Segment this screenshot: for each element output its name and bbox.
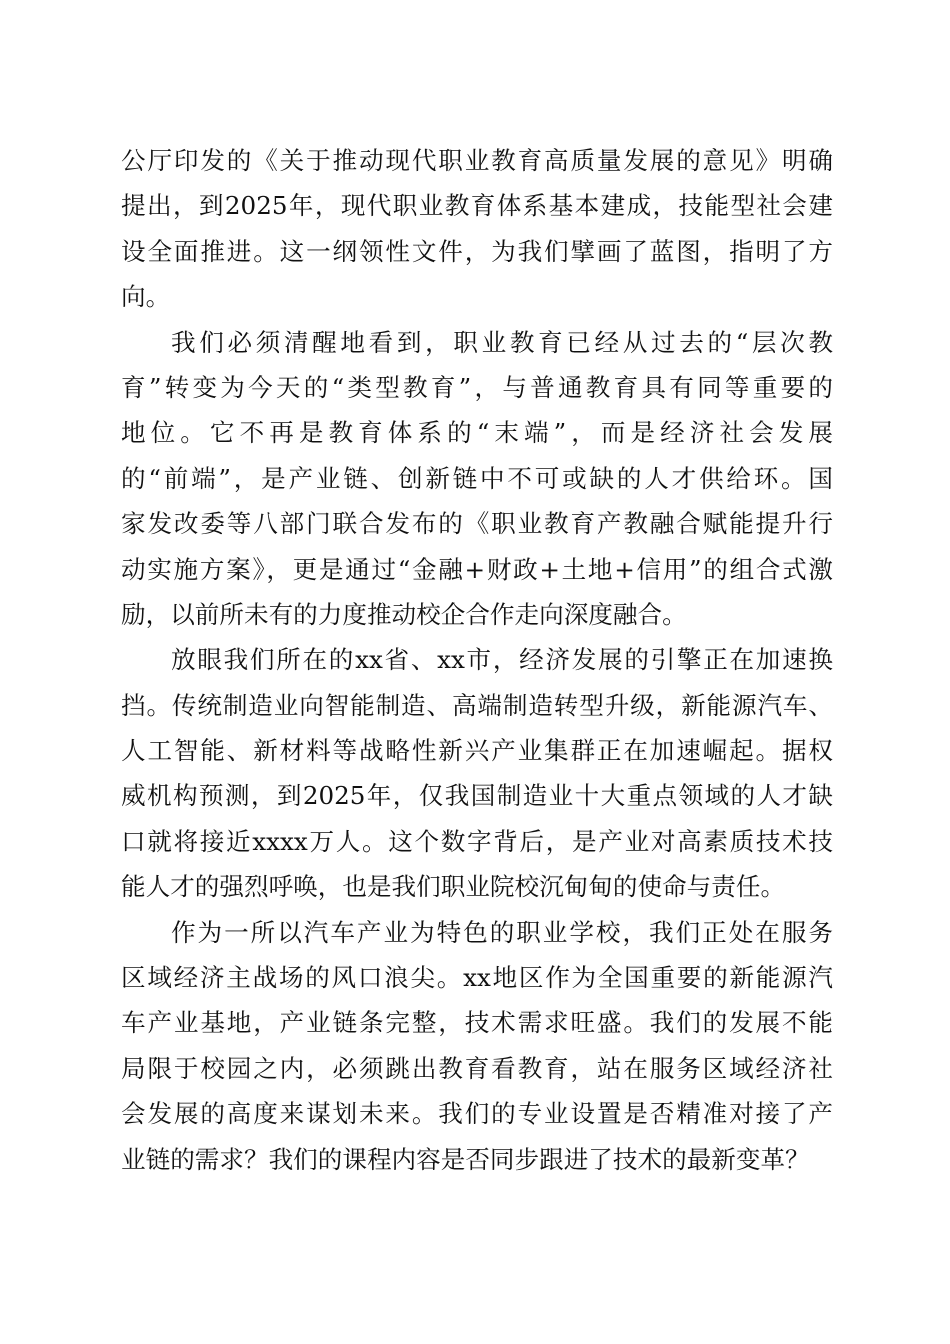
paragraph (121, 910, 833, 1182)
text-line: 会发展的高度来谋划未来。我们的专业设置是否精准对接了产 (121, 1099, 833, 1129)
text-line: 放眼我们所在的xx省、xx市，经济发展的引擎正在加速换 (171, 645, 833, 675)
text-line: 地位。它不再是教育体系的“末端”，而是经济社会发展 (121, 418, 833, 448)
text-line: 设全面推进。这一纲领性文件，为我们擘画了蓝图，指明了方 (121, 236, 833, 266)
text-line: 能人才的强烈呼唤，也是我们职业院校沉甸甸的使命与责任。 (121, 872, 786, 902)
paragraph (121, 138, 833, 320)
text-line: 向。 (121, 282, 171, 312)
text-line: 的“前端”，是产业链、创新链中不可或缺的人才供给环。国 (121, 463, 833, 493)
text-line: 家发改委等八部门联合发布的《职业教育产教融合赋能提升行 (121, 509, 833, 539)
text-line: 育”转变为今天的“类型教育”，与普通教育具有同等重要的 (121, 372, 833, 402)
text-line: 业链的需求？我们的课程内容是否同步跟进了技术的最新变革？ (121, 1144, 810, 1174)
paragraph (121, 637, 833, 909)
text-line: 我们必须清醒地看到，职业教育已经从过去的“层次教 (171, 327, 833, 357)
text-line: 提出，到2025年，现代职业教育体系基本建成，技能型社会建 (121, 191, 833, 221)
text-line: 动实施方案》，更是通过“金融+财政+土地+信用”的组合式激 (121, 554, 833, 584)
text-line: 励，以前所未有的力度推动校企合作走向深度融合。 (121, 599, 687, 629)
paragraph (121, 320, 833, 638)
text-line: 局限于校园之内，必须跳出教育看教育，站在服务区域经济社 (121, 1053, 833, 1083)
text-line: 车产业基地，产业链条完整，技术需求旺盛。我们的发展不能 (121, 1008, 833, 1038)
text-line: 口就将接近xxxx万人。这个数字背后，是产业对高素质技术技 (121, 826, 833, 856)
text-line: 公厅印发的《关于推动现代职业教育高质量发展的意见》明确 (121, 146, 833, 175)
text-line: 人工智能、新材料等战略性新兴产业集群正在加速崛起。据权 (121, 736, 833, 766)
text-line: 作为一所以汽车产业为特色的职业学校，我们正处在服务 (171, 917, 833, 947)
text-line: 威机构预测，到2025年，仅我国制造业十大重点领域的人才缺 (121, 781, 833, 811)
text-line: 挡。传统制造业向智能制造、高端制造转型升级，新能源汽车、 (121, 690, 833, 720)
text-line: 区域经济主战场的风口浪尖。xx地区作为全国重要的新能源汽 (121, 963, 833, 993)
document-body (121, 138, 833, 1182)
